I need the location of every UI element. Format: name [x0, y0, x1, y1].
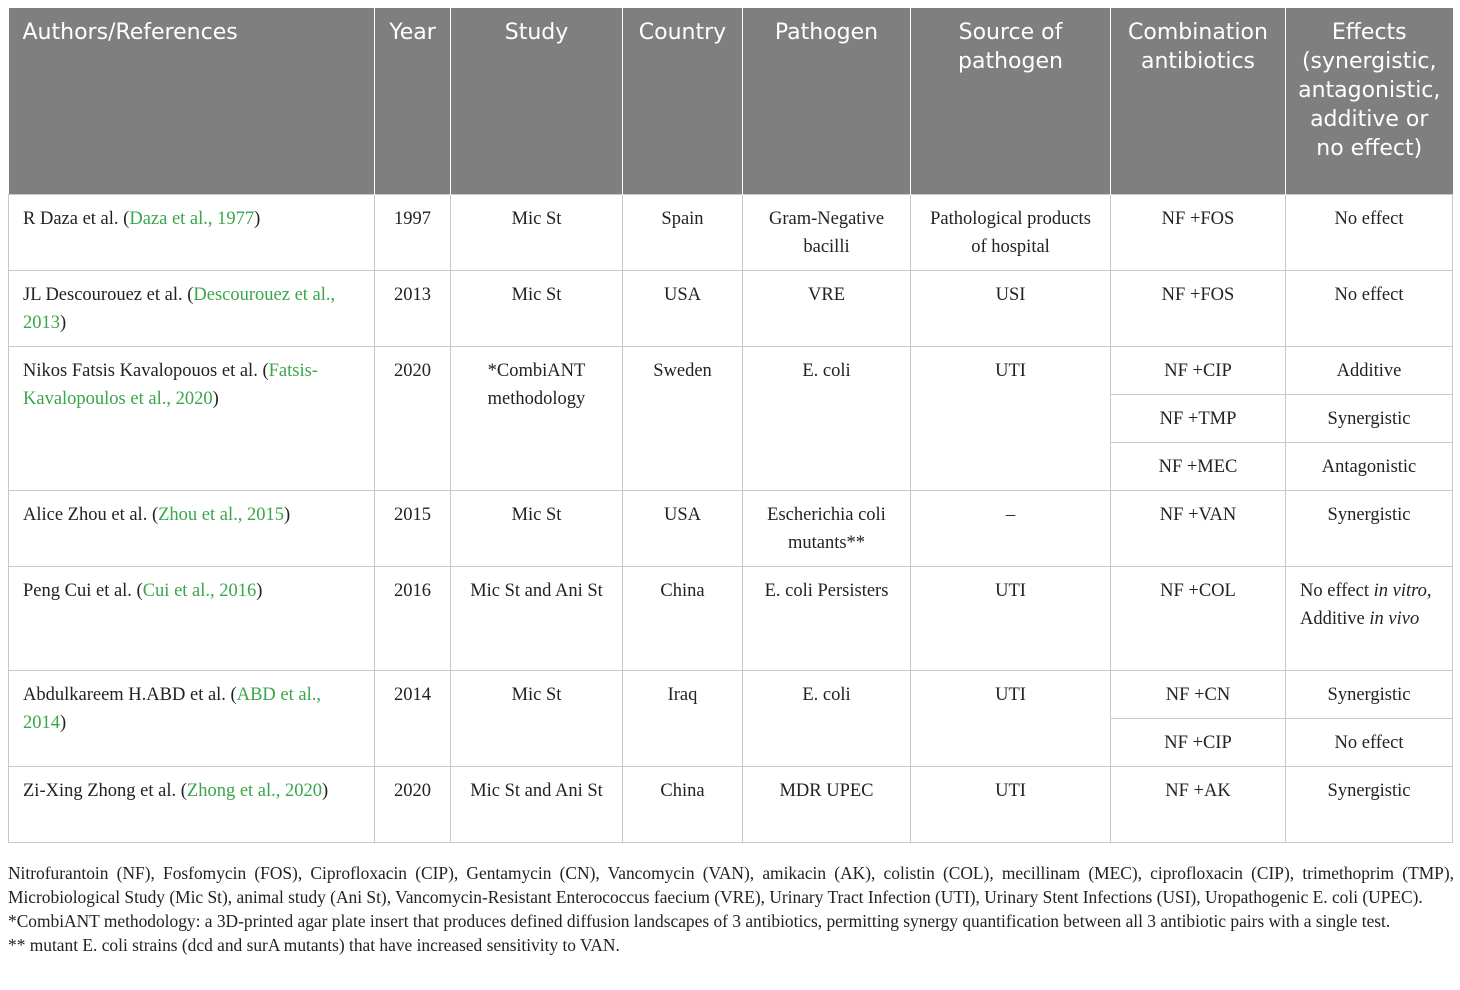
- year-cell: 2014: [375, 670, 451, 766]
- study-cell: Mic St: [451, 670, 623, 766]
- footnote-combiant: *CombiANT methodology: a 3D-printed agar plate insert that produces defined diffusion landscapes of 3 antibiotics, permitting synergy quantification between all 3 antibiotic pairs with a single test.: [8, 911, 1391, 931]
- author-cell: Zi-Xing Zhong et al. (Zhong et al., 2020): [9, 766, 375, 842]
- header-study: Study: [451, 8, 623, 194]
- reference-link[interactable]: Cui et al., 2016: [142, 580, 257, 601]
- country-cell: China: [623, 566, 743, 670]
- header-effects: Effects (synergistic, antagonistic, additive or no effect): [1286, 8, 1453, 194]
- footnote-abbreviations: Nitrofurantoin (NF), Fosfomycin (FOS), Ciprofloxacin (CIP), Gentamycin (CN), Vancomycin (VAN), amikacin (AK), colistin (COL), mecillinam (MEC), ciprofloxacin (CIP), trimethoprim (TMP), Microbiological Study (Mic St), animal study (Ani St), Vancomycin-Resistant Enterococcus faecium (VRE), Urinary Tract Infection (UTI), Urinary Stent Infections (USI), Uropathogenic E. coli (UPEC).: [8, 863, 1454, 907]
- author-name: Alice Zhou et al. (: [23, 504, 159, 525]
- country-cell: USA: [623, 270, 743, 346]
- pathogen-cell: E. coli Persisters: [743, 566, 911, 670]
- reference-link[interactable]: Fatsis-Kavalopoulos et al., 2020: [23, 360, 318, 409]
- year-cell: 2015: [375, 490, 451, 566]
- header-pathogen: Pathogen: [743, 8, 911, 194]
- year-cell: 2016: [375, 566, 451, 670]
- reference-link[interactable]: Daza et al., 1977: [129, 208, 255, 229]
- author-name: Peng Cui et al. (: [23, 580, 143, 601]
- study-cell: Mic St: [451, 490, 623, 566]
- combination-cell: NF +CIP: [1111, 346, 1286, 394]
- year-cell: 2013: [375, 270, 451, 346]
- source-cell: Pathological products of hospital: [911, 194, 1111, 270]
- combination-cell: NF +MEC: [1111, 442, 1286, 490]
- author-cell: Peng Cui et al. (Cui et al., 2016): [9, 566, 375, 670]
- combination-cell: NF +FOS: [1111, 194, 1286, 270]
- study-cell: Mic St: [451, 270, 623, 346]
- table-footnotes: [8, 861, 1454, 957]
- pathogen-cell: E. coli: [743, 346, 911, 490]
- effect-cell: No effect: [1286, 718, 1453, 766]
- author-name: R Daza et al. (: [23, 208, 130, 229]
- study-cell: *CombiANT methodology: [451, 346, 623, 490]
- source-cell: UTI: [911, 766, 1111, 842]
- table-row: [9, 490, 1453, 566]
- country-cell: Sweden: [623, 346, 743, 490]
- effect-cell: No effect: [1286, 194, 1453, 270]
- combination-cell: NF +CIP: [1111, 718, 1286, 766]
- country-cell: Iraq: [623, 670, 743, 766]
- author-name: Zi-Xing Zhong et al. (: [23, 780, 187, 801]
- year-cell: 2020: [375, 766, 451, 842]
- reference-link[interactable]: Zhou et al., 2015: [158, 504, 284, 525]
- header-country: Country: [623, 8, 743, 194]
- table-row: [9, 566, 1453, 670]
- pathogen-cell: MDR UPEC: [743, 766, 911, 842]
- author-name: JL Descourouez et al. (: [23, 284, 194, 305]
- effect-cell: Synergistic: [1286, 670, 1453, 718]
- author-cell: Alice Zhou et al. (Zhou et al., 2015): [9, 490, 375, 566]
- combination-cell: NF +FOS: [1111, 270, 1286, 346]
- source-cell: UTI: [911, 670, 1111, 766]
- author-name: Nikos Fatsis Kavalopouos et al. (: [23, 360, 269, 381]
- table-row: [9, 346, 1453, 394]
- table-row: [9, 766, 1453, 842]
- year-cell: 2020: [375, 346, 451, 490]
- author-cell: Nikos Fatsis Kavalopouos et al. (Fatsis-Kavalopoulos et al., 2020): [9, 346, 375, 490]
- year-cell: 1997: [375, 194, 451, 270]
- header-row: [9, 8, 1453, 194]
- study-cell: Mic St: [451, 194, 623, 270]
- reference-link[interactable]: ABD et al., 2014: [23, 684, 321, 733]
- table-row: [9, 270, 1453, 346]
- effect-cell: Antagonistic: [1286, 442, 1453, 490]
- combination-studies-table: [8, 8, 1453, 843]
- pathogen-cell: VRE: [743, 270, 911, 346]
- combination-cell: NF +AK: [1111, 766, 1286, 842]
- combination-cell: NF +VAN: [1111, 490, 1286, 566]
- reference-link[interactable]: Descourouez et al., 2013: [23, 284, 336, 333]
- pathogen-cell: E. coli: [743, 670, 911, 766]
- reference-link[interactable]: Zhong et al., 2020: [186, 780, 323, 801]
- country-cell: China: [623, 766, 743, 842]
- header-source: Source of pathogen: [911, 8, 1111, 194]
- combination-cell: NF +CN: [1111, 670, 1286, 718]
- source-cell: UTI: [911, 566, 1111, 670]
- effect-cell: Synergistic: [1286, 394, 1453, 442]
- source-cell: –: [911, 490, 1111, 566]
- combination-cell: NF +COL: [1111, 566, 1286, 670]
- effect-cell: Additive: [1286, 346, 1453, 394]
- author-name: Abdulkareem H.ABD et al. (: [23, 684, 237, 705]
- header-year: Year: [375, 8, 451, 194]
- effect-cell: No effect in vitro, Additive in vivo: [1286, 566, 1453, 670]
- author-cell: Abdulkareem H.ABD et al. (ABD et al., 2014): [9, 670, 375, 766]
- author-cell: JL Descourouez et al. (Descourouez et al., 2013): [9, 270, 375, 346]
- effect-cell: Synergistic: [1286, 490, 1453, 566]
- study-cell: Mic St and Ani St: [451, 566, 623, 670]
- source-cell: UTI: [911, 346, 1111, 490]
- table-row: [9, 670, 1453, 718]
- effect-cell: Synergistic: [1286, 766, 1453, 842]
- country-cell: Spain: [623, 194, 743, 270]
- country-cell: USA: [623, 490, 743, 566]
- header-combination: Combination antibiotics: [1111, 8, 1286, 194]
- effect-cell: No effect: [1286, 270, 1453, 346]
- footnote-mutant: ** mutant E. coli strains (dcd and surA mutants) that have increased sensitivity to VAN.: [8, 935, 620, 955]
- table-row: [9, 194, 1453, 270]
- source-cell: USI: [911, 270, 1111, 346]
- pathogen-cell: Escherichia coli mutants**: [743, 490, 911, 566]
- combination-cell: NF +TMP: [1111, 394, 1286, 442]
- header-authors: Authors/References: [9, 8, 375, 194]
- author-cell: R Daza et al. (Daza et al., 1977): [9, 194, 375, 270]
- study-cell: Mic St and Ani St: [451, 766, 623, 842]
- pathogen-cell: Gram-Negative bacilli: [743, 194, 911, 270]
